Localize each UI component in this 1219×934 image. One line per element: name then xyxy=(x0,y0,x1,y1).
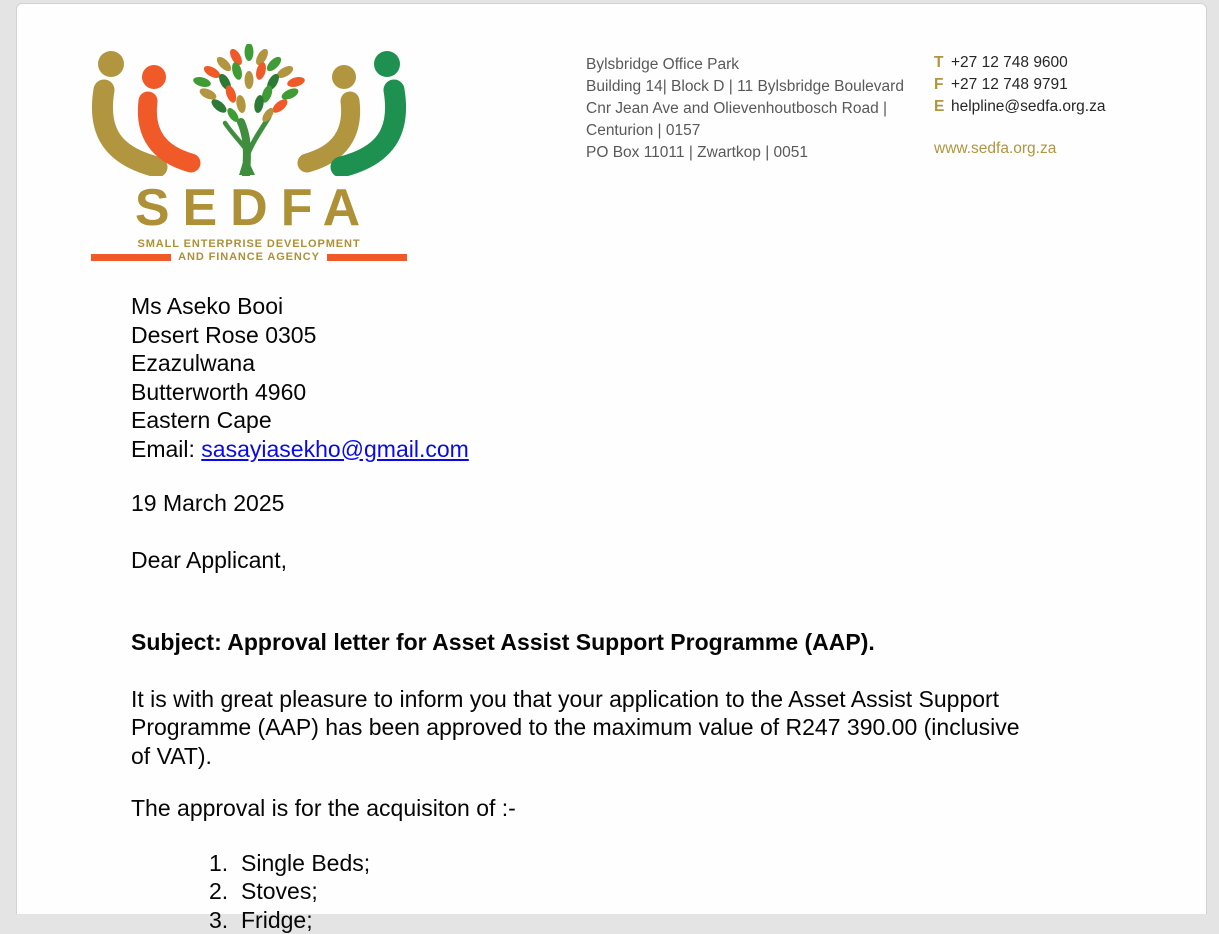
tagline-bar-left-icon xyxy=(91,254,171,261)
recipient-email-label: Email: xyxy=(131,436,201,462)
helpline-email: helpline@sedfa.org.za xyxy=(951,98,1105,115)
paragraph-approval xyxy=(131,685,1083,771)
recipient-block xyxy=(131,292,1083,463)
sedfa-logo-graphic xyxy=(91,44,407,176)
recipient-line: Ezazulwana xyxy=(131,349,1083,378)
list-item-number: 2. xyxy=(209,877,241,906)
phone-number: +27 12 748 9600 xyxy=(951,54,1068,71)
letter-body xyxy=(131,292,1083,934)
contact-info xyxy=(934,52,1105,160)
logo-tagline-line2: AND FINANCE AGENCY xyxy=(178,251,320,264)
paragraph-line: It is with great pleasure to inform you that your application to the Asset Assist Support xyxy=(131,685,1083,714)
list-item-number: 3. xyxy=(209,906,241,934)
list-item xyxy=(131,906,1083,934)
recipient-line: Ms Aseko Booi xyxy=(131,292,1083,321)
logo-tagline xyxy=(91,238,407,264)
phone-row xyxy=(934,52,1105,74)
fax-row xyxy=(934,74,1105,96)
fax-label: F xyxy=(934,74,946,96)
list-item-number: 1. xyxy=(209,849,241,878)
logo-wordmark: SEDFA xyxy=(91,182,407,234)
office-address xyxy=(586,54,931,164)
salutation: Dear Applicant, xyxy=(131,546,1083,575)
email-label: E xyxy=(934,96,946,118)
list-item-text: Stoves; xyxy=(241,878,318,904)
document-page xyxy=(16,3,1207,914)
office-address-line: Cnr Jean Ave and Olievenhoutbosch Road | xyxy=(586,98,931,120)
recipient-email-link[interactable]: sasayiasekho@gmail.com xyxy=(201,436,469,462)
tagline-bar-right-icon xyxy=(327,254,407,261)
recipient-line: Eastern Cape xyxy=(131,406,1083,435)
recipient-line: Desert Rose 0305 xyxy=(131,321,1083,350)
subject-line: Subject: Approval letter for Asset Assist Support Programme (AAP). xyxy=(131,628,1083,657)
sedfa-logo xyxy=(91,44,407,264)
list-item xyxy=(131,849,1083,878)
paragraph-acquisition: The approval is for the acquisiton of :- xyxy=(131,794,1083,823)
approved-items-list xyxy=(131,849,1083,934)
office-address-line: Centurion | 0157 xyxy=(586,120,931,142)
recipient-line: Butterworth 4960 xyxy=(131,378,1083,407)
fax-number: +27 12 748 9791 xyxy=(951,76,1068,93)
paragraph-line: Programme (AAP) has been approved to the maximum value of R247 390.00 (inclusive xyxy=(131,713,1083,742)
list-item-text: Fridge; xyxy=(241,907,313,933)
logo-tagline-line1: SMALL ENTERPRISE DEVELOPMENT xyxy=(91,238,407,251)
paragraph-line: of VAT). xyxy=(131,742,1083,771)
list-item-text: Single Beds; xyxy=(241,850,370,876)
letter-date: 19 March 2025 xyxy=(131,489,1083,518)
office-address-line: Building 14| Block D | 11 Bylsbridge Boulevard xyxy=(586,76,931,98)
recipient-email-row xyxy=(131,435,1083,464)
office-address-line: PO Box 11011 | Zwartkop | 0051 xyxy=(586,142,931,164)
logo-tagline-line2-row xyxy=(91,251,407,264)
tree-leaves xyxy=(192,44,306,124)
website-link[interactable]: www.sedfa.org.za xyxy=(934,138,1056,160)
phone-label: T xyxy=(934,52,946,74)
helpline-email-row xyxy=(934,96,1105,118)
office-address-line: Bylsbridge Office Park xyxy=(586,54,931,76)
tree-icon xyxy=(192,44,306,175)
list-item xyxy=(131,877,1083,906)
